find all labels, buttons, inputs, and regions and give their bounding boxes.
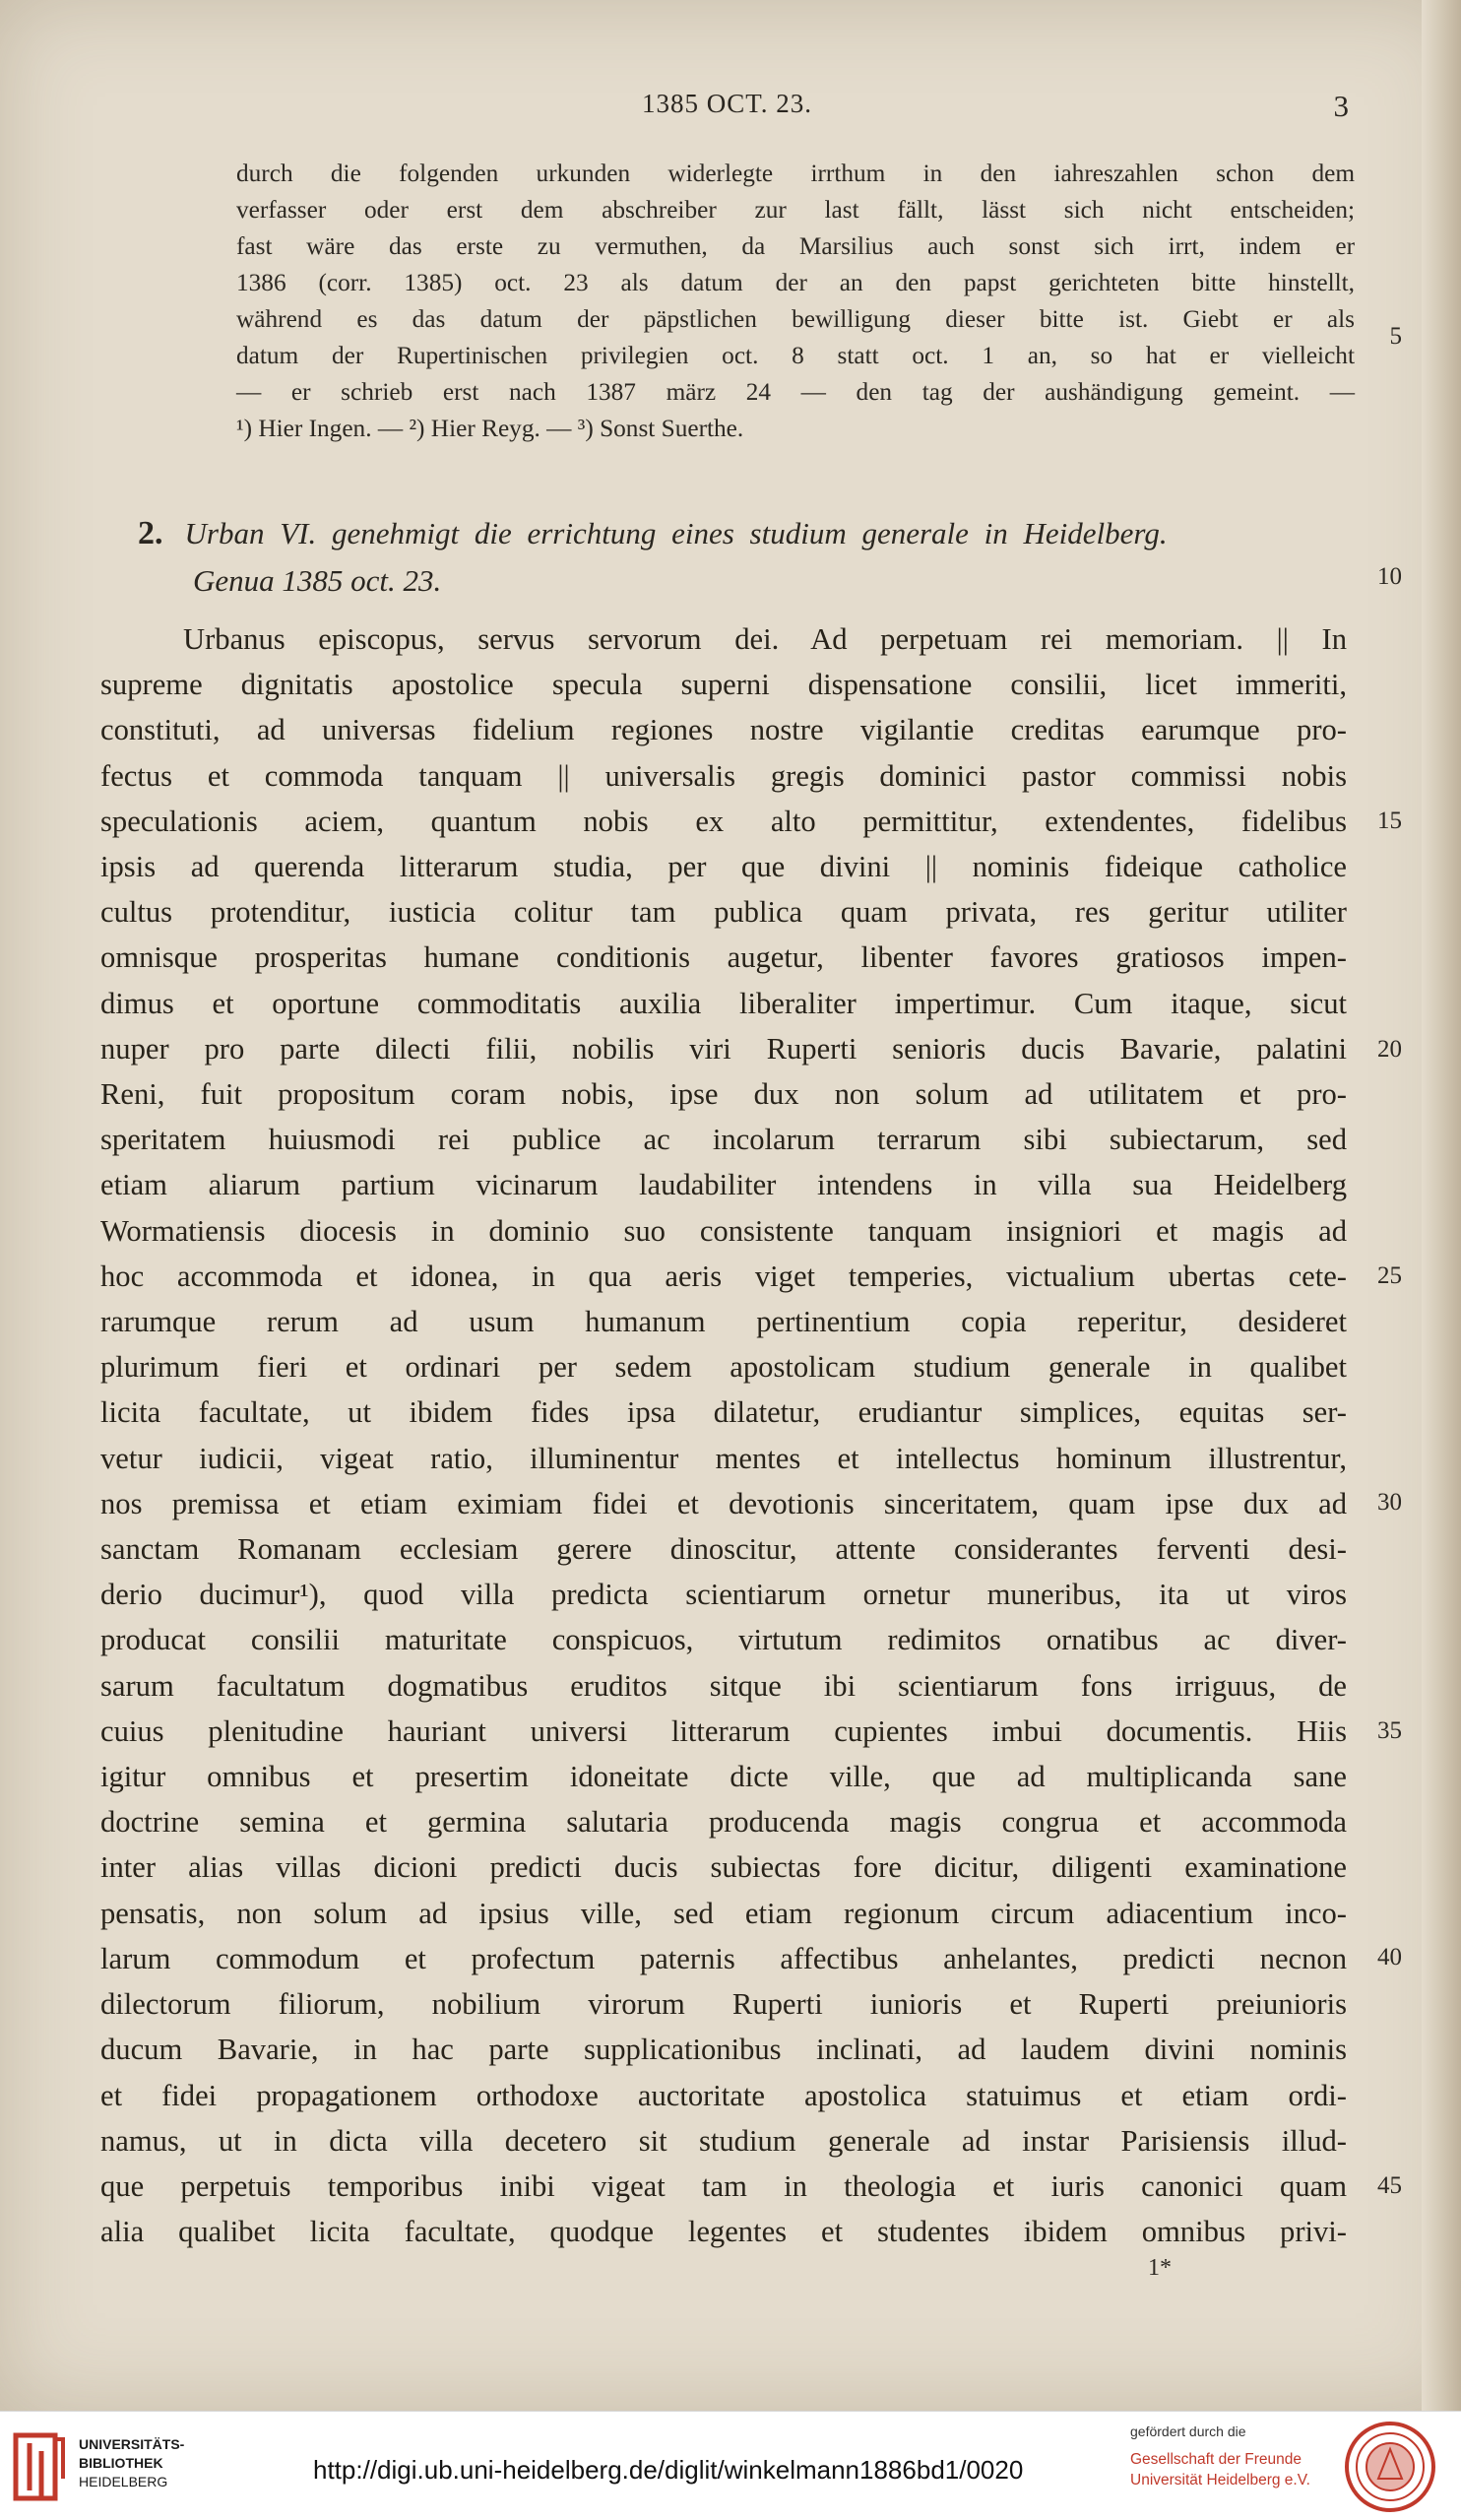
sponsor-name [1130, 2449, 1310, 2490]
text-line: nuper pro parte dilecti filii, nobilis viri Ruperti senioris ducis Bavarie, palatini [100, 1031, 1347, 1066]
text-line: igitur omnibus et presertim idoneitate dicte ville, que ad multiplicanda sane [100, 1760, 1347, 1794]
text-line: ipsis ad querenda litterarum studia, per que divini || nominis fideique catholice [100, 850, 1347, 884]
line-number-35: 35 [1377, 1717, 1402, 1744]
note-line: 1386 (corr. 1385) oct. 23 als datum der an den papst gerichteten bitte hinstellt, [236, 269, 1355, 296]
viewer-footer [0, 2411, 1461, 2520]
permalink-url[interactable]: http://digi.ub.uni-heidelberg.de/diglit/winkelmann1886bd1/0020 [313, 2455, 1024, 2485]
line-number-15: 15 [1377, 808, 1402, 834]
text-line: cuius plenitudine hauriant universi litterarum cupientes imbui documentis. Hiis [100, 1713, 1347, 1748]
charter-text [100, 616, 1347, 2254]
text-line: sarum facultatum dogmatibus eruditos sitque ibi scientiarum fons irriguus, de [100, 1668, 1347, 1703]
text-line: cultus protenditur, iusticia colitur tam publica quam privata, res geritur utiliter [100, 895, 1347, 930]
text-line: que perpetuis temporibus inibi vigeat tam in theologia et iuris canonici quam [100, 2168, 1347, 2203]
running-header [197, 81, 1368, 126]
heading-date: Genua 1385 oct. 23. [193, 563, 442, 598]
text-line: derio ducimur¹), quod villa predicta scientiarum ornetur muneribus, ita ut viros [100, 1578, 1347, 1612]
note-line: während es das datum der päpstlichen bewilligung dieser bitte ist. Giebt er als [236, 305, 1355, 333]
line-number-40: 40 [1377, 1944, 1402, 1971]
text-line: constituti, ad universas fidelium regiones nostre vigilantie creditas earumque pro- [100, 713, 1347, 747]
note-line: — er schrieb erst nach 1387 märz 24 — den tag der aushändigung gemeint. — [236, 378, 1355, 406]
text-line: supreme dignitatis apostolice specula superni dispensatione consilii, licet immeriti, [100, 668, 1347, 702]
text-line: pensatis, non solum ad ipsius ville, sed etiam regionum circum adiacentium inco- [100, 1896, 1347, 1930]
library-name [79, 2435, 184, 2491]
text-line: Urbanus episcopus, servus servorum dei. Ad perpetuam rei memoriam. || In [183, 622, 1347, 656]
sponsor-name-line: Gesellschaft der Freunde [1130, 2451, 1302, 2468]
text-line: speculationis aciem, quantum nobis ex alto permittitur, extendentes, fidelibus [100, 804, 1347, 838]
note-line: verfasser oder erst dem abschreiber zur last fällt, lässt sich nicht entscheiden; [236, 196, 1355, 224]
text-line: Wormatiensis diocesis in dominio suo consistente tanquam insigniori et magis ad [100, 1213, 1347, 1248]
line-number-10: 10 [1377, 563, 1402, 590]
sponsor-label: gefördert durch die [1130, 2423, 1246, 2439]
text-line: licita facultate, ut ibidem fides ipsa dilatetur, erudiantur simplices, equitas ser- [100, 1395, 1347, 1430]
footnote-line: ¹) Hier Ingen. — ²) Hier Reyg. — ³) Sonst Suerthe. [236, 415, 744, 442]
text-line: speritatem huiusmodi rei publice ac incolarum terrarum sibi subiectarum, sed [100, 1123, 1347, 1157]
note-line: fast wäre das erste zu vermuthen, da Marsilius auch sonst sich irrt, indem er [236, 232, 1355, 260]
text-line: omnisque prosperitas humane conditionis augetur, libenter favores gratiosos impen- [100, 940, 1347, 975]
text-line: dilectorum filiorum, nobilium virorum Ruperti iunioris et Ruperti preiunioris [100, 1987, 1347, 2022]
line-number-5: 5 [1389, 323, 1402, 350]
library-city: HEIDELBERG [79, 2474, 168, 2489]
text-line: plurimum fieri et ordinari per sedem apostolicam studium generale in qualibet [100, 1350, 1347, 1385]
line-number-45: 45 [1377, 2172, 1402, 2199]
sponsor-name-line: Universität Heidelberg e.V. [1130, 2472, 1310, 2488]
page-number: 3 [1333, 89, 1349, 123]
page-gutter [1422, 0, 1461, 2411]
university-seal-icon [1343, 2420, 1437, 2514]
text-line: vetur iudicii, vigeat ratio, illuminentur mentes et intellectus hominum illustrentur, [100, 1441, 1347, 1475]
text-line: hoc accommoda et idonea, in qua aeris viget temperies, victualium ubertas cete- [100, 1259, 1347, 1293]
text-line: namus, ut in dicta villa decetero sit studium generale ad instar Parisiensis illud- [100, 2123, 1347, 2158]
library-name-line: BIBLIOTHEK [79, 2455, 163, 2471]
line-number-20: 20 [1377, 1036, 1402, 1063]
text-line: ducum Bavarie, in hac parte supplicationibus inclinati, ad laudem divini nominis [100, 2033, 1347, 2067]
library-logo-icon [12, 2429, 67, 2504]
text-line: nos premissa et etiam eximiam fidei et devotionis sinceritatem, quam ipse dux ad [100, 1486, 1347, 1520]
text-line: inter alias villas dicioni predicti ducis subiectas fore dicitur, diligenti examinatione [100, 1850, 1347, 1885]
line-number-30: 30 [1377, 1489, 1402, 1516]
text-line: larum commodum et profectum paternis affectibus anhelantes, predicti necnon [100, 1941, 1347, 1975]
text-line: alia qualibet licita facultate, quodque legentes et studentes ibidem omnibus privi- [100, 2215, 1347, 2249]
heading-line-1 [138, 510, 1359, 557]
text-line: rarumque rerum ad usum humanum pertinentium copia reperitur, desideret [100, 1305, 1347, 1339]
text-line: fectus et commoda tanquam || universalis gregis dominici pastor commissi nobis [100, 758, 1347, 793]
note-line: datum der Rupertinischen privilegien oct. 8 statt oct. 1 an, so hat er vielleicht [236, 342, 1355, 369]
text-line: doctrine semina et germina salutaria producenda magis congrua et accommoda [100, 1805, 1347, 1840]
document-number: 2. [138, 515, 163, 551]
text-line: sanctam Romanam ecclesiam gerere dinoscitur, attente considerantes ferventi desi- [100, 1532, 1347, 1567]
library-name-line: UNIVERSITÄTS- [79, 2436, 185, 2452]
header-title: 1385 OCT. 23. [642, 89, 812, 118]
text-line: dimus et oportune commoditatis auxilia liberaliter impertimur. Cum itaque, sicut [100, 986, 1347, 1020]
preceding-note [236, 156, 1355, 447]
heading-text: Urban VI. genehmigt die errichtung eines studium generale in Heidelberg. [184, 516, 1168, 550]
document-heading [138, 510, 1359, 605]
text-line: producat consilii maturitate conspicuos, virtutum redimitos ornatibus ac diver- [100, 1623, 1347, 1657]
text-line: Reni, fuit propositum coram nobis, ipse dux non solum ad utilitatem et pro- [100, 1077, 1347, 1112]
text-line: etiam aliarum partium vicinarum laudabiliter intendens in villa sua Heidelberg [100, 1168, 1347, 1202]
note-line: durch die folgenden urkunden widerlegte irrthum in den iahreszahlen schon dem [236, 160, 1355, 187]
text-line: et fidei propagationem orthodoxe auctoritate apostolica statuimus et etiam ordi- [100, 2078, 1347, 2112]
signature-mark: 1* [1148, 2255, 1172, 2281]
line-number-25: 25 [1377, 1262, 1402, 1289]
